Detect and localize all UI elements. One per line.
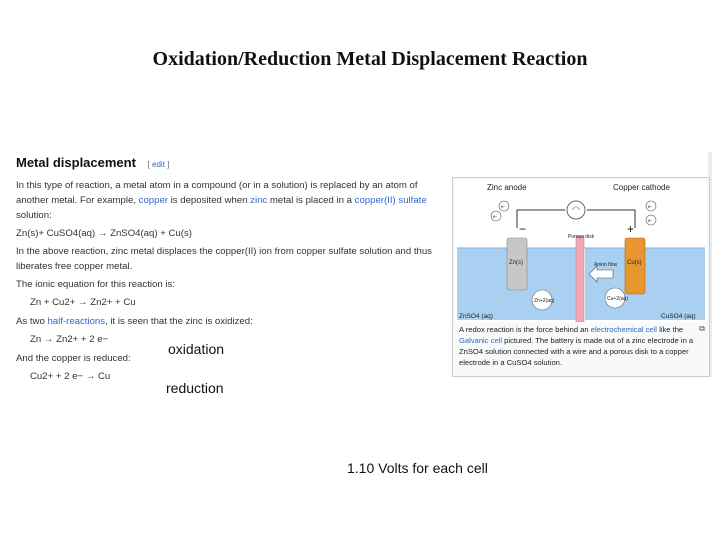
electron-label: e- <box>501 204 506 209</box>
reduction-label: reduction <box>166 380 224 396</box>
cu-electrode-label: Cu(s) <box>627 260 642 266</box>
galvanic-cell-link[interactable]: Galvanic cell <box>459 336 503 345</box>
porous-disk-label: Porous disk <box>568 234 595 240</box>
copper-sulfate-link[interactable]: copper(II) sulfate <box>354 195 427 206</box>
figure-caption: A redox reaction is the force behind an electrochemical cell like the Galvanic cell pictured. The battery is made out of a zinc electrode in a ZnSO4 solution connected with a wire and a porous disk to a copper electrode in a CuSO4 solution. <box>459 325 694 367</box>
minus-sign: − <box>519 222 527 236</box>
edit-link[interactable]: edit <box>152 160 165 169</box>
zinc-link[interactable]: zinc <box>250 195 268 206</box>
paragraph-ionic: The ionic equation for this reaction is: <box>16 279 175 290</box>
galvanic-cell-figure <box>452 177 710 377</box>
slide-title: Oxidation/Reduction Metal Displacement Reaction <box>152 48 588 70</box>
zn-ion-label: Zn+2(aq) <box>534 298 555 304</box>
volts-label: 1.10 Volts for each cell <box>347 460 488 476</box>
electron-label: e- <box>648 204 653 209</box>
electrochemical-cell-link[interactable]: electrochemical cell <box>590 325 657 334</box>
equation-molecular: Zn(s)+ CuSO4(aq) → ZnSO4(aq) + Cu(s) <box>16 228 192 239</box>
equation-ionic: Zn + Cu2+ → Zn2+ + Cu <box>30 297 136 308</box>
porous-disk <box>576 236 584 322</box>
galvanic-cell-diagram <box>455 180 707 322</box>
copper-cathode-label: Copper cathode <box>613 183 670 192</box>
wiki-excerpt <box>16 155 434 388</box>
oxidation-label: oxidation <box>168 341 225 357</box>
equation-reduction: Cu2+ + 2 e− → Cu <box>30 371 111 382</box>
cu-ion-label: Cu+2(aq) <box>607 296 628 302</box>
electron-label: e- <box>648 218 653 223</box>
paragraph-half-reactions: As two half-reactions, it is seen that the zinc is oxidized: <box>16 316 253 327</box>
electron-label: e- <box>493 214 498 219</box>
cuso4-label: CuSO4 (aq) <box>661 313 696 320</box>
paragraph-reduced: And the copper is reduced: <box>16 353 131 364</box>
zinc-anode-label: Zinc anode <box>487 183 527 192</box>
znso4-label: ZnSO4 (aq) <box>459 313 493 320</box>
paragraph-intro: In this type of reaction, a metal atom in a compound (or in a solution) is replaced by an atom of another metal. For example, copper is deposited when zinc metal is placed in a copper(II) sulfate solution: <box>16 180 427 221</box>
zn-electrode-label: Zn(s) <box>509 260 523 266</box>
enlarge-icon[interactable]: ⧉ <box>699 324 705 333</box>
copper-electrode <box>625 238 645 294</box>
bulb-icon <box>567 201 585 219</box>
edit-section: [ edit ] <box>147 160 170 169</box>
anion-flow-label: Anion flow <box>594 262 618 268</box>
section-heading <box>16 155 434 172</box>
copper-link[interactable]: copper <box>138 195 168 206</box>
paragraph-explanation: In the above reaction, zinc metal displaces the copper(II) ion from copper sulfate solution and thus liberates free copper metal. <box>16 246 432 272</box>
half-reactions-link[interactable]: half-reactions <box>47 316 106 327</box>
plus-sign: + <box>627 222 635 236</box>
equation-oxidation: Zn → Zn2+ + 2 e− <box>30 334 109 345</box>
section-heading-text: Metal displacement <box>16 155 136 170</box>
